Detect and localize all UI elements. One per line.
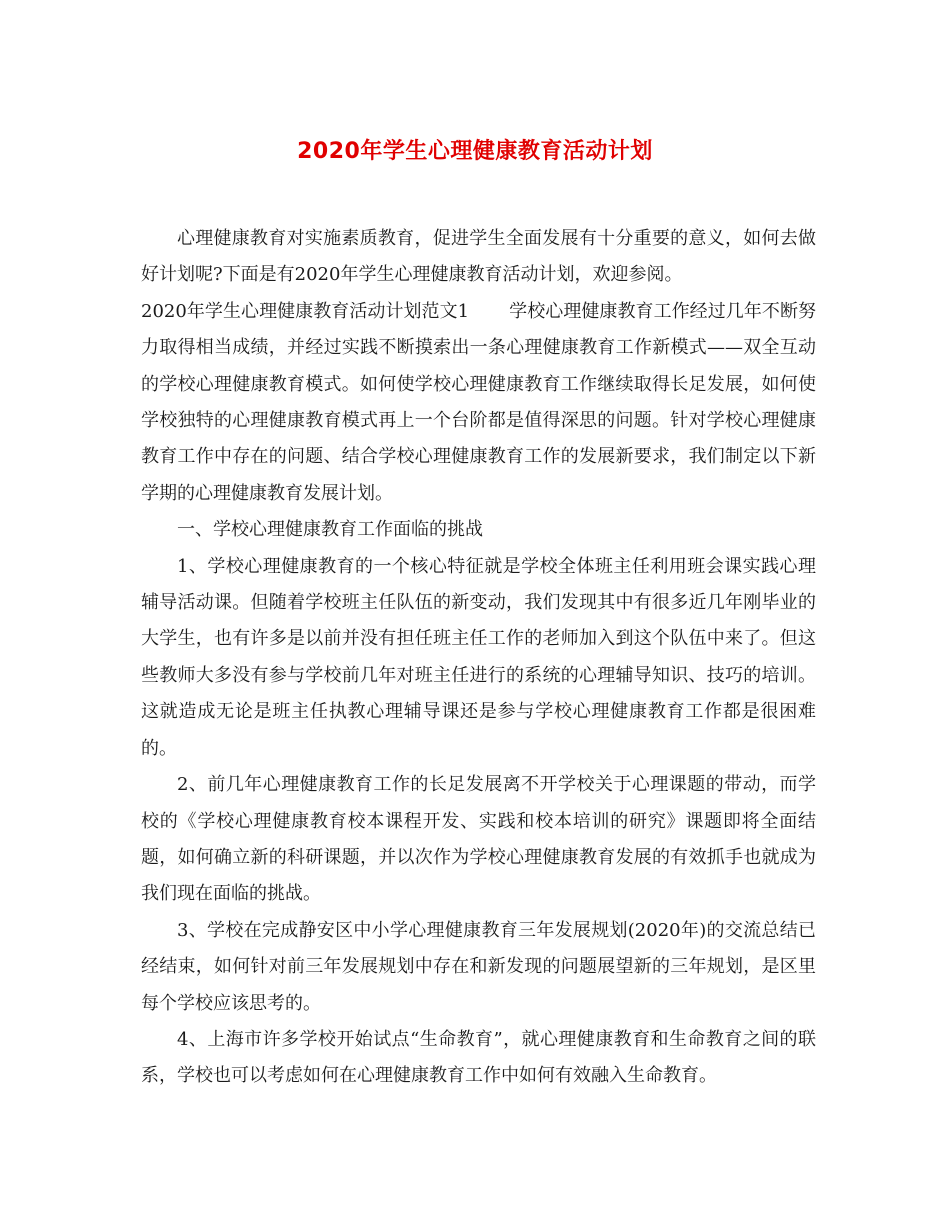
list-item-1: 1、学校心理健康教育的一个核心特征就是学校全体班主任利用班会课实践心理辅导活动课。但随着学校班主任队伍的新变动，我们发现其中有很多近几年刚毕业的大学生，也有许多是以前并没有担任班主任工作的老师加入到这个队伍中来了。但这些教师大多没有参与学校前几年对班主任进行的系统的心理辅导知识、技巧的培训。这就造成无论是班主任执教心理辅导课还是参与学校心理健康教育工作都是很困难的。 — [141, 555, 816, 759]
document-body — [141, 221, 816, 1095]
list-item-3: 3、学校在完成静安区中小学心理健康教育三年发展规划(2020年)的交流总结已经结束，如何针对前三年发展规划中存在和新发现的问题展望新的三年规划，是区里每个学校应该思考的。 — [141, 919, 816, 1014]
list-item-4: 4、上海市许多学校开始试点“生命教育”，就心理健康教育和生命教育之间的联系，学校也可以考虑如何在心理健康教育工作中如何有效融入生命教育。 — [141, 1028, 816, 1087]
section-title: 2020年学生心理健康教育活动计划范文1 — [141, 300, 470, 322]
list-item-2: 2、前几年心理健康教育工作的长足发展离不开学校关于心理课题的带动，而学校的《学校心理健康教育校本课程开发、实践和校本培训的研究》课题即将全面结题，如何确立新的科研课题，并以次作为学校心理健康教育发展的有效抓手也就成为我们现在面临的挑战。 — [141, 774, 816, 905]
document-title: 2020年学生心理健康教育活动计划 — [297, 139, 653, 164]
section-paragraph — [141, 294, 816, 512]
section-body: 学校心理健康教育工作经过几年不断努力取得相当成绩，并经过实践不断摸索出一条心理健康教育工作新模式——双全互动的学校心理健康教育模式。如何使学校心理健康教育工作继续取得长足发展，如何使学校独特的心理健康教育模式再上一个台阶都是值得深思的问题。针对学校心理健康教育工作中存在的问题、结合学校心理健康教育工作的发展新要求，我们制定以下新学期的心理健康教育发展计划。 — [141, 300, 817, 504]
heading-challenges: 一、学校心理健康教育工作面临的挑战 — [177, 519, 483, 541]
intro-paragraph: 心理健康教育对实施素质教育，促进学生全面发展有十分重要的意义，如何去做好计划呢?下面是有2020年学生心理健康教育活动计划，欢迎参阅。 — [141, 228, 816, 286]
